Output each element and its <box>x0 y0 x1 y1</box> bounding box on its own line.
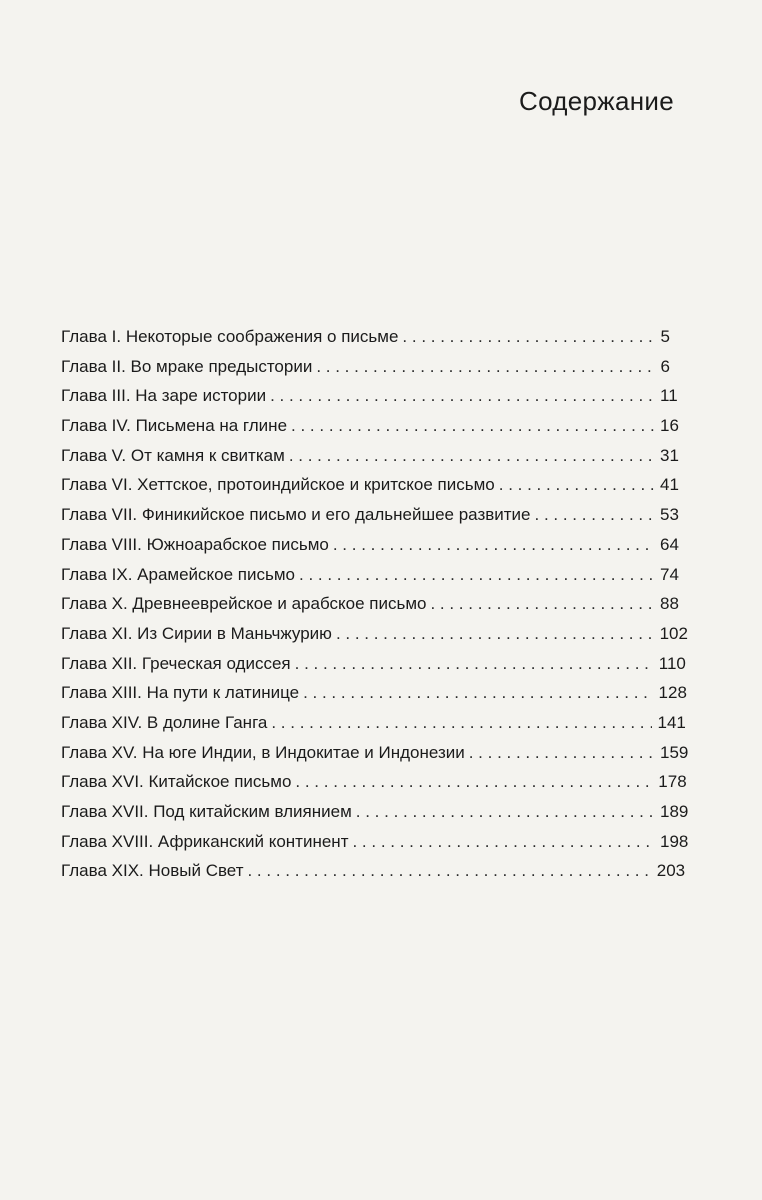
toc-entry-title: Глава VI. Хеттское, протоиндийское и критское письмо <box>61 475 495 495</box>
toc-entry-page: 178 <box>658 772 687 792</box>
toc-entry <box>61 381 678 411</box>
toc-entry <box>61 322 670 352</box>
toc-entry-title: Глава XV. На юге Индии, в Индокитае и Индонезии <box>61 742 465 762</box>
table-of-contents <box>61 322 689 886</box>
toc-entry-title: Глава XVII. Под китайским влиянием <box>61 802 352 821</box>
toc-dot-leader <box>336 619 654 649</box>
toc-entry-title: Глава X. Древнееврейское и арабское письмо <box>61 594 427 614</box>
toc-entry-title: Глава V. От камня к свиткам <box>61 445 285 465</box>
toc-entry <box>61 767 687 797</box>
toc-entry-title: Глава IV. Письмена на глине <box>61 416 288 436</box>
toc-dot-leader <box>295 649 653 679</box>
toc-entry-title: Глава XVIII. Африканский континент <box>61 831 349 851</box>
toc-entry-title: Глава XIV. В долине Ганга <box>61 712 268 732</box>
toc-entry-page: 141 <box>657 712 686 732</box>
toc-dot-leader <box>299 560 654 590</box>
toc-entry <box>61 411 679 441</box>
toc-entry-page: 159 <box>660 742 689 762</box>
toc-entry-page: 102 <box>659 623 688 643</box>
toc-entry-title: Глава I. Некоторые соображения о письме <box>61 327 399 346</box>
toc-entry-page: 16 <box>660 416 679 436</box>
toc-entry-page: 74 <box>660 564 679 584</box>
toc-dot-leader <box>333 530 654 560</box>
toc-entry-page: 53 <box>660 505 679 525</box>
toc-entry <box>61 678 687 708</box>
toc-entry-title: Глава XI. Из Сирии в Маньчжурию <box>61 623 332 643</box>
toc-entry-page: 11 <box>660 386 678 406</box>
toc-entry <box>61 856 686 886</box>
toc-dot-leader <box>291 411 654 441</box>
toc-entry-page: 5 <box>660 327 670 346</box>
toc-entry-title: Глава II. Во мраке предыстории <box>61 356 313 376</box>
toc-entry-page: 203 <box>656 861 686 881</box>
toc-entry <box>61 560 679 590</box>
toc-dot-leader <box>295 767 652 797</box>
toc-entry <box>61 738 689 768</box>
toc-dot-leader <box>303 678 652 708</box>
toc-entry-page: 88 <box>660 594 679 614</box>
toc-dot-leader <box>247 856 650 886</box>
toc-entry-page: 41 <box>660 475 679 495</box>
toc-dot-leader <box>271 708 651 738</box>
toc-entry <box>61 530 679 560</box>
toc-entry <box>61 619 688 649</box>
toc-entry <box>61 797 689 827</box>
toc-dot-leader <box>535 500 654 530</box>
toc-entry <box>61 589 679 619</box>
toc-entry-page: 198 <box>660 831 689 851</box>
toc-entry-page: 6 <box>660 356 670 376</box>
toc-entry-page: 31 <box>660 445 679 465</box>
toc-entry-title: Глава VII. Финикийское письмо и его дальнейшее развитие <box>61 505 531 525</box>
toc-entry-title: Глава III. На заре истории <box>61 386 267 406</box>
toc-entry-title: Глава XII. Греческая одиссея <box>61 653 291 673</box>
toc-dot-leader <box>356 797 654 827</box>
toc-dot-leader <box>352 827 654 857</box>
toc-entry-page: 64 <box>660 534 679 554</box>
toc-dot-leader <box>430 589 654 619</box>
toc-entry-title: Глава VIII. Южноарабское письмо <box>61 534 329 554</box>
toc-entry-title: Глава XVI. Китайское письмо <box>61 772 292 792</box>
toc-dot-leader <box>499 470 654 500</box>
toc-entry <box>61 352 670 382</box>
toc-dot-leader <box>316 352 654 382</box>
toc-entry-page: 128 <box>658 683 687 703</box>
toc-entry-page: 110 <box>658 653 686 673</box>
toc-entry-page: 189 <box>660 802 689 821</box>
toc-dot-leader <box>270 381 654 411</box>
toc-entry <box>61 827 689 857</box>
page-title: Содержание <box>519 86 674 116</box>
toc-entry <box>61 470 679 500</box>
toc-entry-title: Глава XIII. На пути к латинице <box>61 683 300 703</box>
toc-entry <box>61 649 686 679</box>
toc-entry <box>61 708 686 738</box>
toc-dot-leader <box>289 441 654 471</box>
toc-dot-leader <box>402 322 654 352</box>
toc-entry <box>61 500 679 530</box>
toc-dot-leader <box>469 738 654 768</box>
toc-entry-title: Глава XIX. Новый Свет <box>61 861 244 881</box>
toc-entry <box>61 441 679 471</box>
toc-entry-title: Глава IX. Арамейское письмо <box>61 564 295 584</box>
